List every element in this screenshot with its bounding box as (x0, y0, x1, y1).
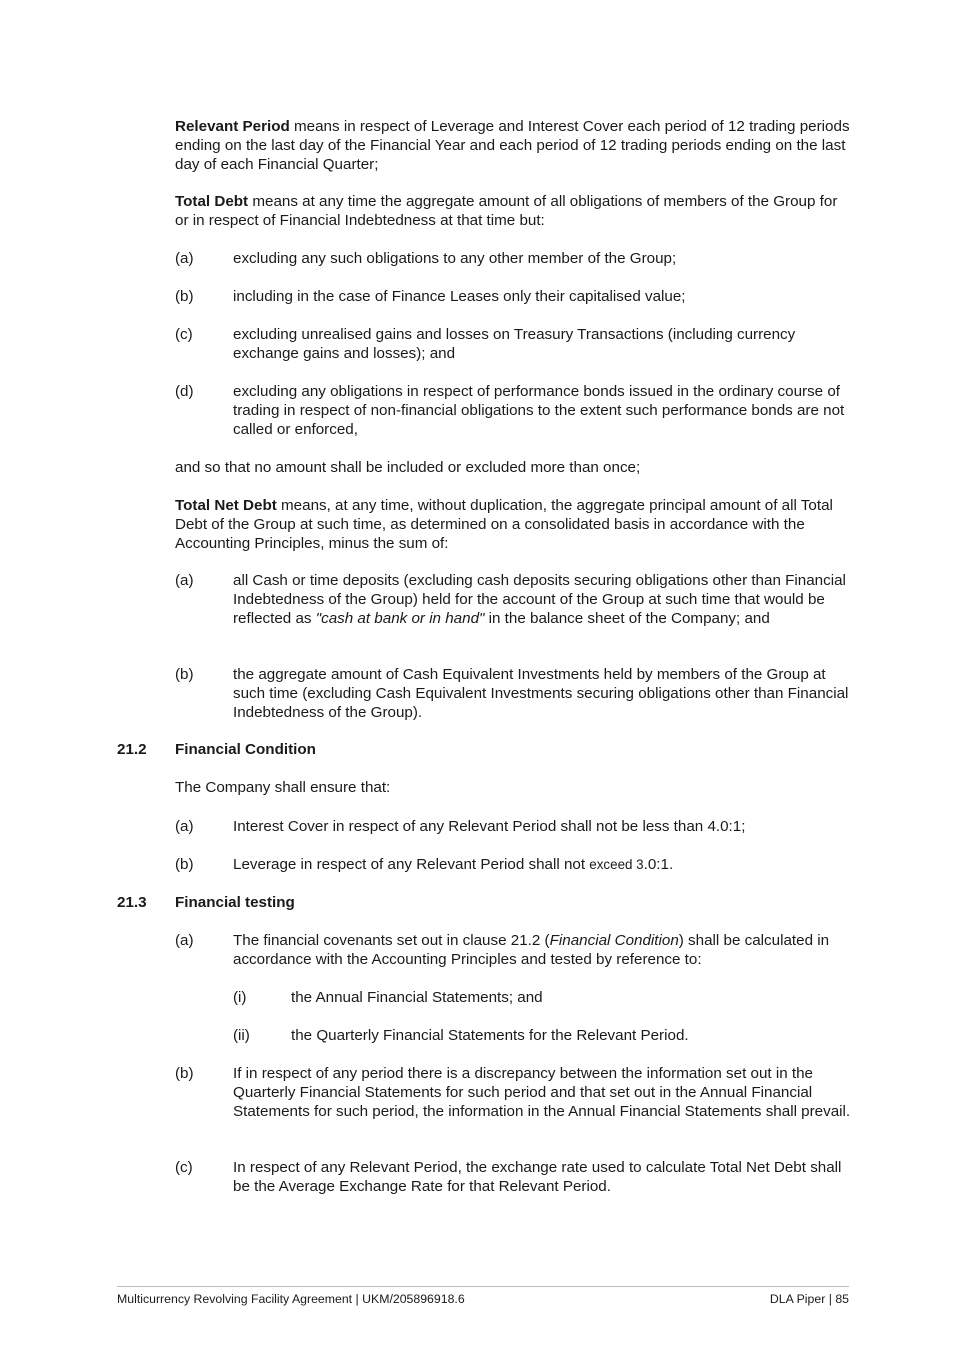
item-label: (a) (175, 572, 194, 589)
item-text: the aggregate amount of Cash Equivalent Investments held by members of the Group at such time (excluding Cash Equivalent Investments securing obligations other than Financial Indebtedness of the Group). (233, 666, 849, 721)
item-text: excluding unrealised gains and losses on Treasury Transactions (including currency exchange gains and losses); and (233, 326, 796, 362)
section-title: Financial testing (175, 894, 295, 911)
defined-term: Total Net Debt (175, 497, 277, 514)
definition-text: means at any time the aggregate amount of all obligations of members of the Group for or in respect of Financial Indebtedness at that time but: (175, 193, 838, 229)
item-label: (b) (175, 288, 194, 305)
item-text: excluding any such obligations to any other member of the Group; (233, 250, 677, 267)
item-label: (c) (175, 326, 193, 343)
subitem-text: the Annual Financial Statements; and (291, 989, 543, 1006)
item-text: excluding any obligations in respect of performance bonds issued in the ordinary course of trading in respect of non-financial obligations to the extent such performance bonds are not called or enforced, (233, 383, 845, 438)
subitem-label: (ii) (233, 1027, 250, 1044)
section-21-2-intro: The Company shall ensure that: (175, 779, 391, 796)
defined-term: Total Debt (175, 193, 249, 210)
item-text: In respect of any Relevant Period, the exchange rate used to calculate Total Net Debt shall be the Average Exchange Rate for that Relevant Period. (233, 1159, 842, 1195)
item-text: including in the case of Finance Leases only their capitalised value; (233, 288, 686, 305)
footer-document-reference: Multicurrency Revolving Facility Agreement | UKM/205896918.6 (117, 1292, 465, 1306)
item-label: (b) (175, 1065, 194, 1082)
definition-text: means, at any time, without duplication, the aggregate principal amount of all Total Debt of the Group at such time, as determined on a consolidated basis in accordance with the Accounting Principles, minus the sum of: (175, 497, 833, 552)
section-title: Financial Condition (175, 741, 316, 758)
section-number: 21.2 (117, 741, 147, 758)
item-text: all Cash or time deposits (excluding cash deposits securing obligations other than Financial Indebtedness of the Group) held for the account of the Group at such time that would be reflected as "cash at bank or in hand" in the balance sheet of the Company; and (233, 572, 846, 627)
item-label: (b) (175, 666, 194, 683)
definition-text: means in respect of Leverage and Interest Cover each period of 12 trading periods ending on the last day of the Financial Year and each period of 12 trading periods ending on the last day of each Financial Quarter; (175, 118, 850, 173)
definition-total-debt (175, 193, 855, 231)
item-label: (a) (175, 818, 194, 835)
item-label: (b) (175, 856, 194, 873)
total-debt-closing: and so that no amount shall be included or excluded more than once; (175, 459, 641, 476)
definition-total-net-debt (175, 497, 855, 554)
subitem-label: (i) (233, 989, 247, 1006)
item-label: (c) (175, 1159, 193, 1176)
item-label: (d) (175, 383, 194, 400)
defined-term: Relevant Period (175, 118, 290, 135)
footer-page-number: DLA Piper | 85 (769, 1292, 849, 1306)
item-text: The financial covenants set out in clause 21.2 (Financial Condition) shall be calculated in accordance with the Accounting Principles and tested by reference to: (233, 932, 830, 968)
item-label: (a) (175, 932, 194, 949)
item-label: (a) (175, 250, 194, 267)
subitem-text: the Quarterly Financial Statements for the Relevant Period. (291, 1027, 689, 1044)
item-text: Leverage in respect of any Relevant Period shall not exceed 3.0:1. (233, 856, 674, 873)
item-text: Interest Cover in respect of any Relevant Period shall not be less than 4.0:1; (233, 818, 746, 835)
item-text: If in respect of any period there is a discrepancy between the information set out in the Quarterly Financial Statements for such period and that set out in the Annual Financial Statements for such period, the information in the Annual Financial Statements shall prevail. (233, 1065, 851, 1120)
definition-relevant-period (175, 118, 855, 175)
section-number: 21.3 (117, 894, 147, 911)
footer-divider (117, 1286, 849, 1287)
